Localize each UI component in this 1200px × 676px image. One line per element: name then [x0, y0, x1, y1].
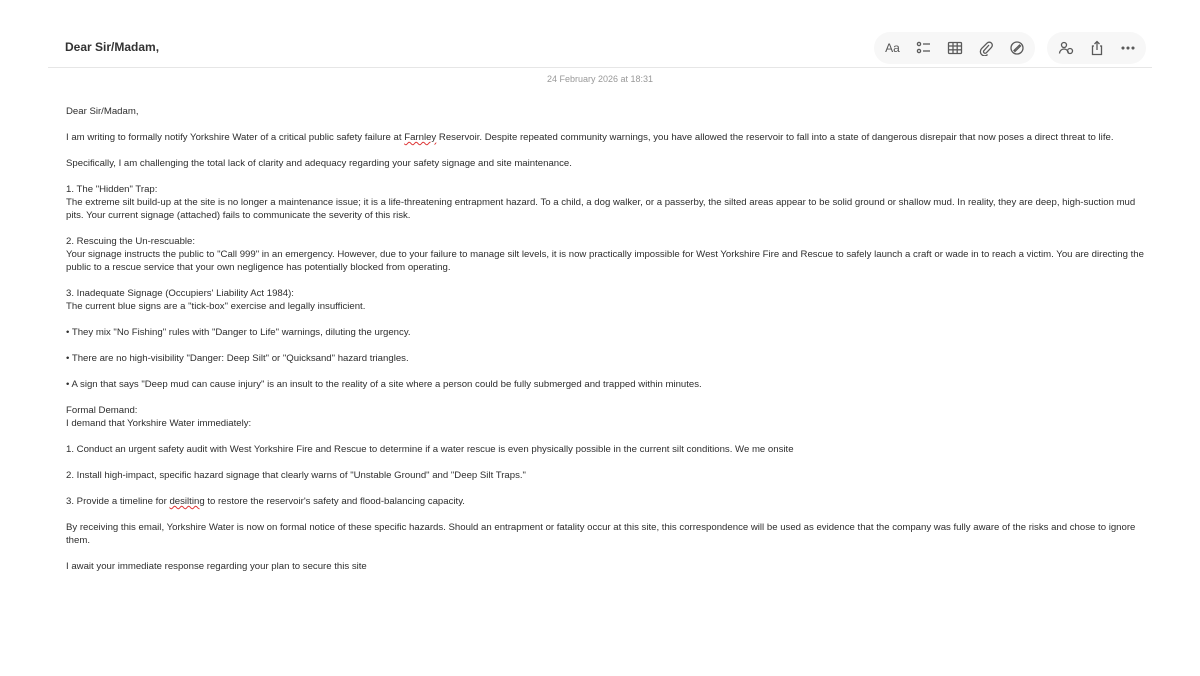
attachment-button[interactable]: [971, 34, 1000, 62]
demand-item-text-a: 3. Provide a timeline for: [66, 496, 170, 507]
section-3-title: 3. Inadequate Signage (Occupiers' Liability Act 1984):: [66, 288, 294, 299]
salutation: Dear Sir/Madam,: [66, 106, 139, 117]
checklist-button[interactable]: [909, 34, 938, 62]
section-1-title: 1. The "Hidden" Trap:: [66, 184, 158, 195]
paragraph-intro-text-b: Reservoir. Despite repeated community warnings, you have allowed the reservoir to fall into a state of dangerous disrepair that now poses a direct threat to life.: [436, 132, 1114, 143]
demand-item: [66, 495, 1146, 508]
demand-title: Formal Demand:: [66, 405, 138, 416]
format-button[interactable]: [878, 34, 907, 62]
demand-item-text-b: to restore the reservoir's safety and flood-balancing capacity.: [204, 496, 465, 507]
closing-line: I await your immediate response regarding your plan to secure this site: [66, 561, 367, 572]
section-2-title: 2. Rescuing the Un-rescuable:: [66, 236, 196, 247]
misspelled-word[interactable]: Farnley: [404, 132, 437, 143]
note-title: Dear Sir/Madam,: [65, 40, 160, 54]
section-3-text: The current blue signs are a "tick-box" exercise and legally insufficient.: [66, 301, 366, 312]
share-icon: [1089, 40, 1105, 56]
share-tool-group: [1047, 32, 1146, 64]
note-header: [48, 28, 1152, 68]
table-button[interactable]: [940, 34, 969, 62]
demand-item: 2. Install high-impact, specific hazard signage that clearly warns of "Unstable Ground" and "Deep Silt Traps.": [66, 470, 526, 481]
toolbar: [874, 32, 1146, 64]
more-button[interactable]: [1113, 34, 1142, 62]
bullet-item: • A sign that says "Deep mud can cause injury" is an insult to the reality of a site where a person could be fully submerged and trapped within minutes.: [66, 379, 702, 390]
bullet-item: • They mix "No Fishing" rules with "Danger to Life" warnings, diluting the urgency.: [66, 327, 411, 338]
format-tool-group: [874, 32, 1035, 64]
share-button[interactable]: [1082, 34, 1111, 62]
checklist-icon: [916, 40, 932, 56]
misspelled-word[interactable]: desilting: [169, 496, 205, 507]
section-2-text: Your signage instructs the public to "Call 999" in an emergency. However, due to your failure to manage silt levels, it is now practically impossible for West Yorkshire Fire and Rescue to safely launch a craft or wade in to reach a victim. You are directing the public to a rescue service that your own negligence has potentially blocked from operating.: [66, 249, 1144, 273]
markup-button[interactable]: [1002, 34, 1031, 62]
markup-icon: [1009, 40, 1025, 56]
paragraph-intro: [66, 131, 1146, 144]
collaborate-icon: [1058, 40, 1074, 56]
paragraph-specifically: Specifically, I am challenging the total lack of clarity and adequacy regarding your safety signage and site maintenance.: [66, 158, 572, 169]
bullet-item: • There are no high-visibility "Danger: Deep Silt" or "Quicksand" hazard triangles.: [66, 353, 409, 364]
format-icon: Aa: [885, 41, 900, 55]
section-1-text: The extreme silt build-up at the site is no longer a maintenance issue; it is a life-threatening entrapment hazard. To a child, a dog walker, or a passerby, the silted areas appear to be solid ground or shallow mud. In reality, they are deep, high-suction mud pits. Your current signage (attached) fails to communicate the severity of this risk.: [66, 197, 1136, 221]
note-date: 24 February 2026 at 18:31: [546, 74, 654, 84]
table-icon: [947, 40, 963, 56]
attachment-icon: [978, 40, 994, 56]
paragraph-intro-text-a: I am writing to formally notify Yorkshire Water of a critical public safety failure at: [66, 132, 405, 143]
more-icon: [1120, 40, 1136, 56]
demand-item: 1. Conduct an urgent safety audit with West Yorkshire Fire and Rescue to determine if a water rescue is even physically possible in the current silt conditions. We me onsite: [66, 444, 794, 455]
demand-intro: I demand that Yorkshire Water immediately:: [66, 418, 252, 429]
note-body[interactable]: [66, 105, 1146, 573]
paragraph-notice: By receiving this email, Yorkshire Water is now on formal notice of these specific hazards. Should an entrapment or fatality occur at this site, this correspondence will be used as evidence that the company was fully aware of the risks and chose to ignore them.: [66, 522, 1136, 546]
collaborate-button[interactable]: [1051, 34, 1080, 62]
